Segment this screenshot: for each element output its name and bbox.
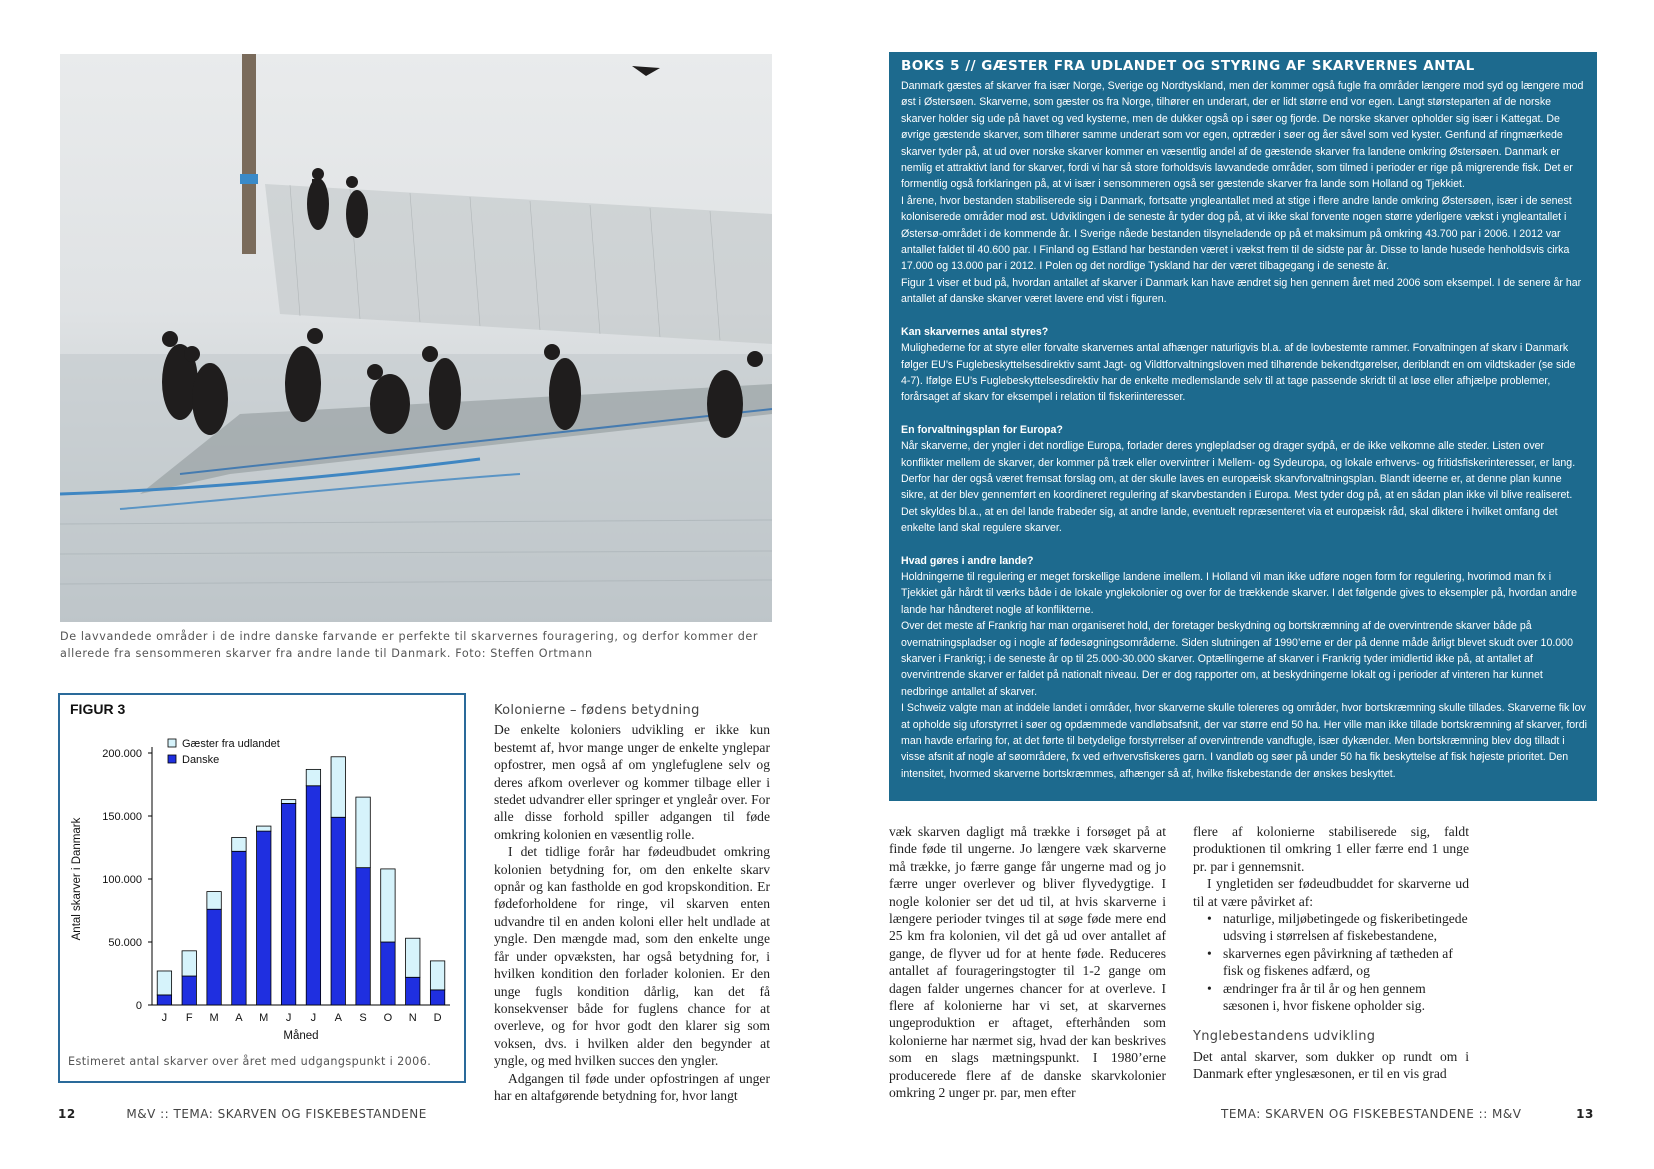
bar-danske	[430, 990, 444, 1005]
list-item: • skarvernes egen påvirkning af tætheden af fisk og fiskenes adfærd, og	[1207, 945, 1469, 980]
cormorant-photo-illustration	[60, 54, 772, 622]
box-5-subheading: Hvad gøres i andre lande?	[901, 554, 1034, 567]
x-tick-label: O	[383, 1012, 393, 1024]
box-5-subheading: En forvaltningsplan for Europa?	[901, 423, 1063, 436]
bar-danske	[207, 909, 221, 1005]
paragraph: I yngletiden ser fødeudbuddet for skarverne ud til at være påvirket af:	[1193, 876, 1469, 909]
box-5-paragraph: I årene, hvor bestanden stabiliserede sig i Danmark, fortsatte yngleantallet med at stige i flere andre lande omkring Østersøen, især i de senest koloniserede områder mod øst. Udviklingen i de seneste år tyder dog på, at vi ikke skal forvente nogen større yderligere vækst i yngleantallet i Østersø-området i de kommende år. I Sverige nåede bestanden tilsyneladende op på et maksimum på omkring 43.700 par i 2006. I 2012 var antallet faldet til 40.600 par. I Finland og Estland har bestanden været i vækst frem til de sidste par år. Disse to lande husede henholdsvis cirka 17.000 og 13.000 par i 2012. I Polen og det nordlige Tyskland har der været tilbagegang i de seneste år.	[901, 194, 1572, 273]
box-5-subheading: Kan skarvernes antal styres?	[901, 325, 1049, 338]
bar-gaester	[281, 800, 295, 804]
box-5-paragraph: Holdningerne til regulering er meget forskellige landene imellem. I Holland vil man ikke udføre nogen form for regulering, hvorimod man fx i Tjekkiet går hårdt til værks både i de lokale ynglekolonier og over for de trækkende skarver. I det følgende gives to eksempler på, hvordan andre lande har håndteret nogle af konflikterne.	[901, 570, 1578, 616]
y-tick-label: 0	[135, 1000, 142, 1012]
figure-label: FIGUR 3	[70, 701, 126, 717]
paragraph: flere af kolonierne stabiliserede sig, faldt produktionen til omkring 1 eller færre end 1 unge pr. par i gennemsnit.	[1193, 824, 1469, 874]
photo-caption: De lavvandede områder i de indre danske farvande er perfekte til skarvernes fouragering, og derfor kommer der allerede fra sensommeren skarver fra andre lande til Danmark. Foto: Steffen Ortmann	[60, 630, 759, 660]
x-axis-label: Måned	[283, 1030, 319, 1042]
box-5-paragraph: Mulighederne for at styre eller forvalte skarvernes antal afhænger naturligvis bl.a. af de lovbestemte rammer. Forvaltningen af skarv i Danmark følger EU’s Fuglebeskyttelsesdirektiv samt Jagt- og Vildtforvaltningsloven med tilhørende bekendtgørelser, deriblandt en om vildtskader (se side 4-7). Ifølge EU’s Fuglebeskyttelsesdirektiv har de enkelte medlemslande selv til at tage passende skridt til at løse eller afhjælpe problemer, forårsaget af skarv for eksempel i relation til fiskeriinteresser.	[901, 342, 1576, 404]
bar-gaester	[306, 769, 320, 785]
bar-gaester	[381, 869, 395, 942]
cormorant-photo	[60, 54, 772, 622]
x-tick-label: F	[185, 1012, 193, 1024]
bar-gaester	[406, 938, 420, 977]
page-number-right: 13	[1576, 1107, 1594, 1121]
x-tick-label: N	[408, 1012, 417, 1024]
bar-danske	[157, 995, 171, 1005]
legend-swatch-gaester	[168, 739, 176, 747]
y-axis-label: Antal skarver i Danmark	[71, 817, 83, 941]
x-tick-label: A	[334, 1012, 342, 1024]
box-5	[889, 52, 1597, 801]
list-item: • ændringer fra år til år og hen gennem sæsonen i, hvor fiskene opholder sig.	[1207, 980, 1469, 1015]
bar-danske	[406, 977, 420, 1005]
box-5-paragraph: Figur 1 viser et bud på, hvordan antallet af skarver i Danmark kan have ændret sig hen gennem året med 2006 som eksempel. I de senere år har antallet af danske skarver været lavere end vist i figuren.	[901, 276, 1582, 306]
section-heading-ynglebestand: Ynglebestandens udvikling	[1193, 1029, 1376, 1045]
y-tick-label: 50.000	[108, 937, 142, 949]
x-tick-label: M	[259, 1012, 269, 1024]
x-tick-label: A	[235, 1012, 243, 1024]
bar-gaester	[331, 757, 345, 817]
bar-danske	[381, 942, 395, 1005]
bar-danske	[356, 868, 370, 1005]
bar-gaester	[356, 797, 370, 868]
box-5-paragraph: Danmark gæstes af skarver fra især Norge, Sverige og Nordtyskland, men der kommer også fugle fra områder længere mod syd og længere mod øst i Østersøen. Skarverne, som gæster os fra Norge, tilhører en underart, der er lidt større end vor egen. Langt størsteparten af de norske skarver holder sig ude på havet og ved kysterne, men de dukker også op i søer og fjorde. De norske skarver opholder sig især i Kattegat. De øvrige gæstende skarver, som tilhører samme underart som vor egen, optræder i søer og åer såvel som ved kyster. Genfund af ringmærkede skarver tyder på, at ud over norske skarver kommer en væsentlig andel af de gæstende skarver fra landene omkring Østersøen. Danmark er nemlig et attraktivt land for skarver, fordi vi har så store forholdsvis lavvandede områder, som tilmed i perioder er rige på migrerende fisk. Det er formentlig også forklaringen på, at vi især i sensommeren også ser gæstende skarver fra lande som Holland og Tjekkiet.	[901, 80, 1584, 191]
paragraph: væk skarven dagligt må trække i forsøget på at finde føde til ungerne. Jo længere væk skarverne må trække, jo færre gange får ungerne mad og jo færre unger overlever og bliver flyvedygtige. I nogle kolonier ser det ud til, at hvis skarverne i længere perioder tvinges til at søge føde mere end 25 km fra kolonien, vil det gå ud over antallet af gange, de flyver ud for at hente føde. Reduceres antallet af fourageringstogter til 1-2 gange om dagen falder ungernes chancer for at overleve. I flere af kolonierne har vi set, at skarvernes ungeproduktion er aftaget, efterhånden som kolonierne har nærmet sig, hvad der kan beskrives som en slags mætningspunkt. I 1980’erne producerede flere af de danske skarvkolonier omkring 2 unger pr. par, men efter	[889, 824, 1166, 1101]
box-5-paragraph: I Schweiz valgte man at inddele landet i områder, hvor skarverne skulle tolereres og områder, hvor bortskræmning skulle tillades. Skarverne fik lov at opholde sig uforstyrret i søer og opdæmmede vandløbsafsnit, der var større end 50 ha. Her ville man ikke tillade bortskræmning af skarver, fordi man havde erfaring for, at det førte til betydelige forstyrrelser af overvintrende vandfugle, især dykænder. Men bortskræmning blev dog tilladt i visse afsnit af nogle af søområdere, fx ved erhvervsfiskeres garn. I vandløb og søer på under 50 ha fik beskyttelse af fisk højeste prioritet. Den intensitet, hvormed skarverne bortskræmmes, afhænger så af, hvilke fiskebestande der ønskes beskyttet.	[901, 702, 1587, 780]
paragraph: De enkelte koloniers udvikling er ikke kun bestemt af, hvor mange unger de enkelte ynglepar opfostrer, men også af om ynglefuglene selv og deres afkom overlever og kommer tilbage eller i stedet udvandrer eller springer et yngleår over. For alle disse forhold spiller adgangen til føde omkring kolonien en væsentlig rolle.	[494, 722, 770, 842]
page-number-left: 12	[58, 1107, 76, 1121]
x-tick-label: M	[209, 1012, 219, 1024]
left-text-column	[494, 702, 770, 1104]
footer-left-text: M&V :: TEMA: SKARVEN OG FISKEBESTANDENE	[126, 1107, 427, 1121]
footer-left	[58, 1107, 427, 1121]
middle-text-column	[889, 823, 1166, 1102]
bar-gaester	[257, 826, 271, 831]
x-tick-label: D	[433, 1012, 442, 1024]
section-heading-kolonierne: Kolonierne – fødens betydning	[494, 703, 700, 718]
bar-danske	[257, 831, 271, 1005]
figure-3-box	[58, 693, 466, 1083]
bar-gaester	[157, 971, 171, 995]
x-tick-label: S	[359, 1012, 367, 1024]
box-5-paragraph: Når skarverne, der yngler i det nordlige Europa, forlader deres ynglepladser og drager sydpå, er de ikke velkomne alle steder. Listen over konflikter mellem de skarver, der kommer på træk eller overvintrer i Mellem- og Sydeuropa, og lokale erhvervs- og fritidsfiskerinteresser, er lang. Derfor har der også været fremsat forslag om, at der skulle laves en europæisk skarvforvaltningsplan. Blandt ideerne er, at denne plan kunne sikre, at der blev gennemført en koordineret regulering af skarvbestanden i Europa. Mest tyder dog på, at en sådan plan ikke vil blive realiseret. Det skyldes bl.a., at en del lande frabeder sig, at andre lande, eventuelt repræsenteret via et europæisk råd, skal diktere i hvilket omfang det enkelte land skal regulere skarver.	[901, 440, 1576, 535]
bar-danske	[281, 803, 295, 1005]
box-5-title: BOKS 5 // GÆSTER FRA UDLANDET OG STYRING AF SKARVERNES ANTAL	[901, 58, 1475, 74]
legend-swatch-danske	[168, 755, 176, 763]
paragraph: I det tidlige forår har fødeudbudet omkring kolonien betydning for, om den enkelte skarv opnår og kan fastholde en god kropskondition. Er fødeforholdene for ringe, vil skarven enten udvandre til en anden koloni eller helt undlade at yngle. Den mængde mad, som den enkelte unge får under opvæksten, har også betydning for, i hvilken kondition den forlader kolonien. Er den unge fugls kondition dårlig, kan det få konsekvenser både for fuglens chance for at overleve, og for hvor godt den klarer sig som voksen, dvs. i hvilken alder den begynder at yngle, og med hvilken succes den yngler.	[494, 844, 770, 1069]
x-tick-label: J	[161, 1012, 168, 1024]
list-item: • naturlige, miljøbetingede og fiskeribetingede udsving i størrelsen af fiskebestandene,	[1207, 910, 1469, 945]
paragraph: Det antal skarver, som dukker op rundt om i Danmark efter ynglesæsonen, er til en vis grad	[1193, 1048, 1469, 1082]
x-tick-label: J	[285, 1012, 292, 1024]
figure-caption: Estimeret antal skarver over året med udgangspunkt i 2006.	[68, 1055, 432, 1068]
bar-gaester	[232, 837, 246, 851]
paragraph: Adgangen til føde under opfostringen af unger har en altafgørende betydning for, hvor langt	[494, 1070, 770, 1103]
box-5-paragraph: Over det meste af Frankrig har man organiseret hold, der foretager beskydning og bortskræmning af de overvintrende skarver både på overnatningspladser og i nogle af fødesøgningsområderne. Siden slutningen af 1990’erne er der på denne måde årligt blevet skudt over 10.000 skarver i Frankrig; i de seneste år op til 25.000-30.000 skarver. Optællingerne af skarver i Frankrig tyder imidlertid ikke på, at antallet af overvintrende skarver er faldet på nationalt niveau. Der er dog rapporter om, at beskydningerne lokalt og i perioder af vinteren har kunnet nedbringe antallet af skarver.	[901, 620, 1573, 698]
bar-gaester	[182, 951, 196, 976]
bar-danske	[331, 817, 345, 1005]
bar-danske	[306, 786, 320, 1005]
x-tick-label: J	[310, 1012, 317, 1024]
footer-right	[1221, 1107, 1594, 1121]
legend-label-danske: Danske	[182, 754, 220, 766]
bar-gaester	[207, 892, 221, 910]
bar-danske	[182, 976, 196, 1005]
bullet-list	[1207, 910, 1469, 1014]
bar-gaester	[430, 961, 444, 990]
footer-right-text: TEMA: SKARVEN OG FISKEBESTANDENE :: M&V	[1221, 1107, 1522, 1121]
y-tick-label: 200.000	[102, 748, 142, 760]
y-tick-label: 100.000	[102, 874, 142, 886]
legend-label-gaester: Gæster fra udlandet	[182, 738, 280, 750]
right-text-column	[1193, 823, 1469, 1083]
y-tick-label: 150.000	[102, 811, 142, 823]
figure-3-chart	[60, 695, 464, 1051]
bar-danske	[232, 851, 246, 1005]
